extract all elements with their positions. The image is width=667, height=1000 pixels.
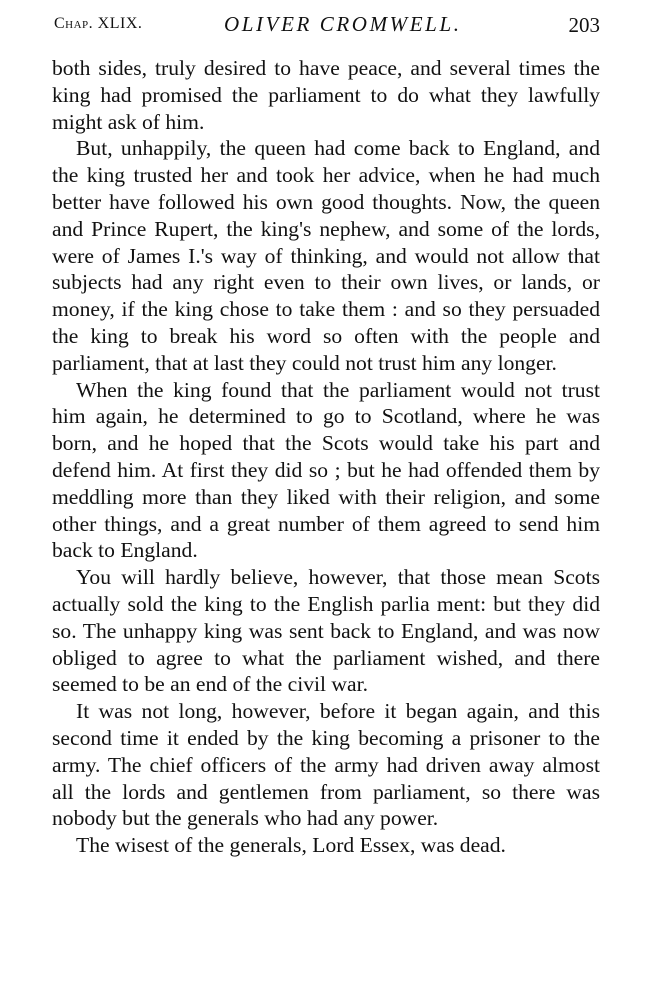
paragraph-continuation: both sides, truly desired to have peace, and several times the king had promised the parliament to do what they lawfully might ask of him. [52,56,600,134]
paragraph-scots-sold-king: You will hardly believe, however, that those mean Scots actually sold the king to the English parlia ment: but they did so. The unhappy king was sent back to England, and was now obliged to agree to what the parliament wished, and there seemed to be an end of the civil war. [52,565,600,697]
book-page [52,0,600,1000]
paragraph-queen-returns: But, unhappily, the queen had come back to England, and the king trusted her and took her advice, when he had much better have followed his own good thoughts. Now, the queen and Prince Rupert, the king's nephew, and some of the lords, were of James I.'s way of thinking, and would not allow that subjects had any right even to their own lives, or lands, or money, if the king chose to take them : and so they persuaded the king to break his word so often with the people and parliament, that at last they could not trust him any longer. [52,136,600,375]
body-text [52,55,600,859]
chapter-label: Chap. XLIX. [54,15,143,32]
paragraph-scotland: When the king found that the parliament would not trust him again, he determined to go to Scotland, where he was born, and he hoped that the Scots would take his part and defend him. At first they did so ; but he had offended them by meddling more than they liked with their religion, and some other things, and a great number of them agreed to send him back to England. [52,377,600,563]
paragraph-second-war: It was not long, however, before it began again, and this second time it ended by the king becoming a prisoner to the army. The chief officers of the army had driven away almost all the lords and gentlemen from parliament, so there was nobody but the generals who had any power. [52,699,600,831]
page-header [52,12,600,42]
running-title: OLIVER CROMWELL. [224,12,462,36]
page-number: 203 [568,13,600,37]
paragraph-lord-essex: The wisest of the generals, Lord Essex, was dead. [76,833,506,858]
